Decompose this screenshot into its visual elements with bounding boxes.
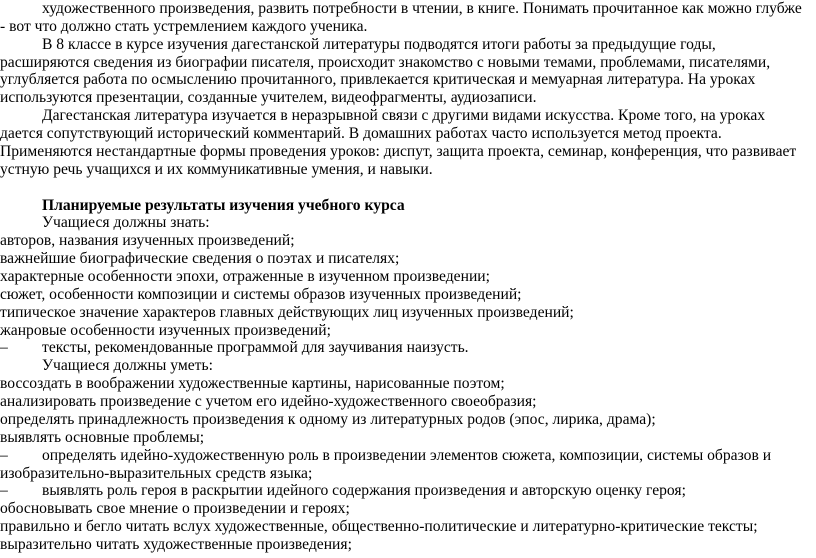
paragraph-3-line-4: устную речь учащихся и их коммуникативные умения, и навыки.: [0, 160, 433, 178]
paragraph-3-line-2: дается сопутствующий исторический комментарий. В домашних работах часто используется метод проекта.: [0, 125, 722, 143]
know-item: сюжет, особенности композиции и системы образов изученных произведений;: [0, 285, 522, 303]
able-item: определять принадлежность произведения к одному из литературных родов (эпос, лирика, драма);: [0, 410, 656, 428]
know-item: важнейшие биографические сведения о поэтах и писателях;: [0, 250, 400, 268]
paragraph-2-line-1: В 8 классе в курсе изучения дагестанской литературы подводятся итоги работы за предыдущие годы,: [42, 35, 716, 53]
dash-item-text: выявлять роль героя в раскрытии идейного содержания произведения и авторскую оценку героя;: [42, 482, 686, 500]
know-item: жанровые особенности изученных произведений;: [0, 321, 331, 339]
able-item: правильно и бегло читать вслух художественные, общественно-политические и литературно-критические тексты;: [0, 518, 758, 536]
paragraph-2-line-3: углубляется работа по осмыслению прочитанного, привлекается критическая и мемуарная литература. На уроках: [0, 71, 756, 89]
able-item: выразительно читать художественные произведения;: [0, 536, 352, 554]
dash-marker: –: [0, 446, 8, 464]
able-continuation: изобразительно-выразительных средств языка;: [0, 464, 313, 482]
paragraph-2-line-2: расширяются сведения из биографии писателя, происходит знакомство с новыми темами, проблемами, писателями,: [0, 53, 771, 71]
dash-item-text: тексты, рекомендованные программой для заучивания наизусть.: [42, 339, 469, 357]
able-item: обосновывать свое мнение о произведении и героях;: [0, 500, 350, 518]
paragraph-1-line-1: художественного произведения, развить потребности в чтении, в книге. Понимать прочитанное как можно глубже: [42, 0, 802, 17]
know-intro: Учащиеся должны знать:: [42, 214, 210, 232]
able-item: анализировать произведение с учетом его идейно-художественного своеобразия;: [0, 393, 537, 411]
paragraph-3-line-3: Применяются нестандартные формы проведения уроков: диспут, защита проекта, семинар, конференция, что развивает: [0, 142, 797, 160]
able-item: выявлять основные проблемы;: [0, 428, 205, 446]
paragraph-3-line-1: Дагестанская литература изучается в неразрывной связи с другими видами искусства. Кроме того, на уроках: [42, 107, 766, 125]
section-heading: Планируемые результаты изучения учебного курса: [42, 196, 405, 214]
paragraph-2-line-4: используются презентации, созданные учителем, видеофрагменты, аудиозаписи.: [0, 89, 537, 107]
know-item: типическое значение характеров главных действующих лиц изученных произведений;: [0, 303, 574, 321]
dash-item-text: определять идейно-художественную роль в произведении элементов сюжета, композиции, системы образов и: [42, 446, 772, 464]
able-intro: Учащиеся должны уметь:: [42, 357, 213, 375]
paragraph-1-line-2: - вот что должно стать устремлением каждого ученика.: [0, 17, 368, 35]
able-item: воссоздать в воображении художественные картины, нарисованные поэтом;: [0, 375, 505, 393]
know-item: характерные особенности эпохи, отраженные в изученном произведении;: [0, 268, 490, 285]
dash-marker: –: [0, 339, 8, 357]
know-item: авторов, названия изученных произведений;: [0, 232, 295, 250]
dash-marker: –: [0, 482, 8, 500]
